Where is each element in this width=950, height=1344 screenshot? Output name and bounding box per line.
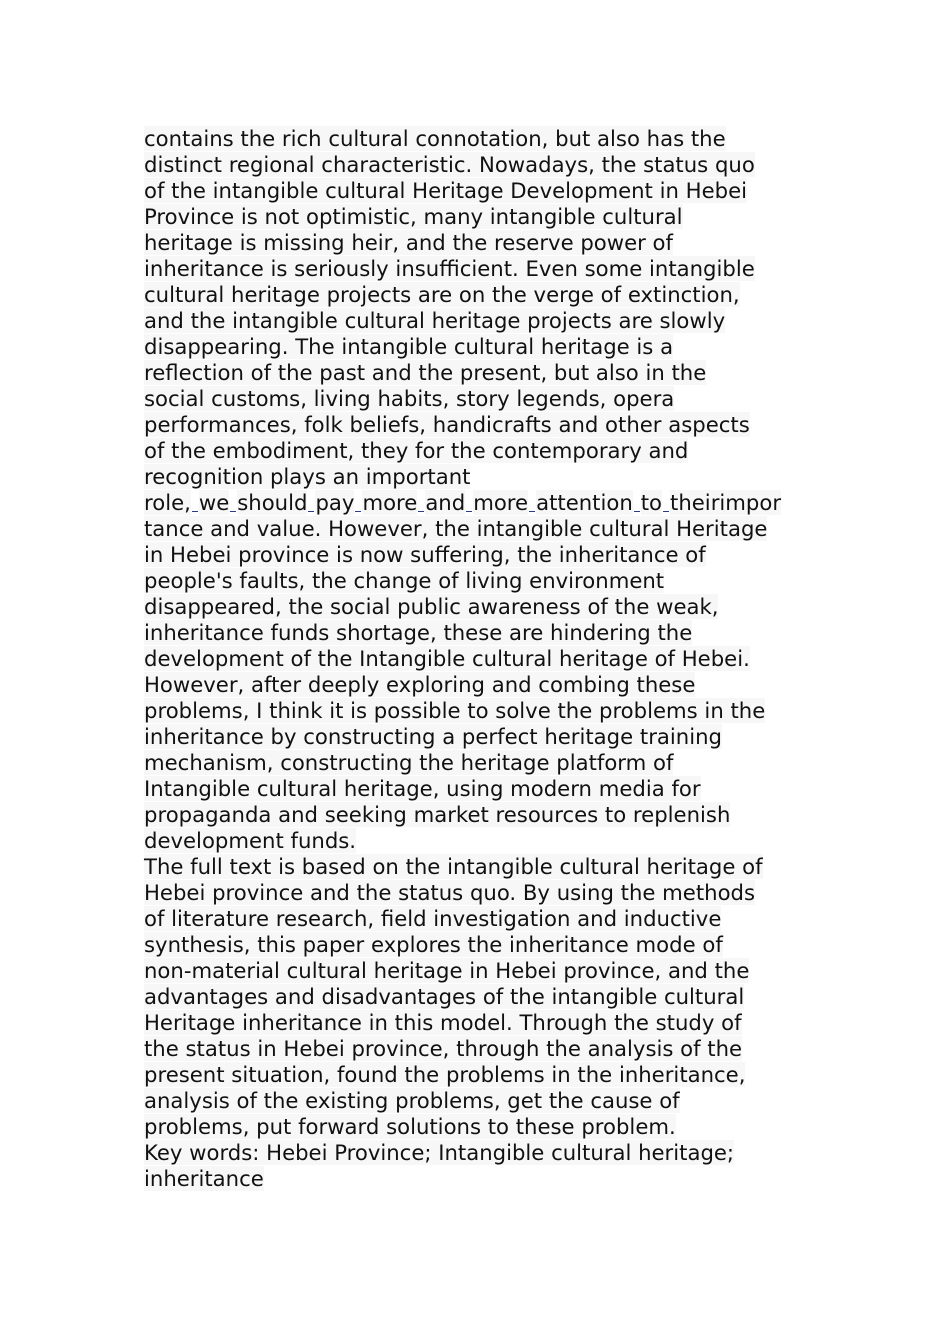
text-line xyxy=(144,282,809,308)
line-text: Heritage inheritance in this model. Through the study of xyxy=(144,1010,742,1035)
text-line xyxy=(144,178,809,204)
text-line xyxy=(144,672,809,698)
line-text: of literature research, field investigation and inductive xyxy=(144,906,722,931)
line-text: the status in Hebei province, through the analysis of the xyxy=(144,1036,743,1061)
text-line xyxy=(144,412,809,438)
text-line xyxy=(144,542,809,568)
underlined-space xyxy=(191,490,199,516)
line-text: performances, folk beliefs, handicrafts and other aspects xyxy=(144,412,750,437)
text-line xyxy=(144,594,809,620)
line-text: The full text is based on the intangible cultural heritage of xyxy=(144,854,763,879)
line-text: Province is not optimistic, many intangible cultural xyxy=(144,204,683,229)
underlined-space xyxy=(633,490,641,516)
line-word: role, xyxy=(144,490,191,515)
line-text: of the intangible cultural Heritage Development in Hebei xyxy=(144,178,747,203)
line-text: inheritance funds shortage, these are hindering the xyxy=(144,620,693,645)
line-text: development funds. xyxy=(144,828,357,853)
line-word: more xyxy=(362,490,418,515)
text-line xyxy=(144,880,809,906)
line-text: tance and value. However, the intangible cultural Heritage xyxy=(144,516,768,541)
text-line xyxy=(144,152,809,178)
text-line-underlined-spaces xyxy=(144,490,809,516)
line-text: mechanism, constructing the heritage platform of xyxy=(144,750,674,775)
text-line xyxy=(144,906,809,932)
text-line xyxy=(144,308,809,334)
line-word: to xyxy=(640,490,663,515)
text-line xyxy=(144,438,809,464)
text-line xyxy=(144,256,809,282)
line-word: theirimpor xyxy=(670,490,782,515)
line-word: and xyxy=(425,490,466,515)
line-text: distinct regional characteristic. Nowadays, the status quo xyxy=(144,152,755,177)
underlined-space xyxy=(229,490,237,516)
line-text: inheritance is seriously insufficient. Even some intangible xyxy=(144,256,755,281)
text-line xyxy=(144,1062,809,1088)
text-line xyxy=(144,360,809,386)
line-text: However, after deeply exploring and combing these xyxy=(144,672,696,697)
line-word: should xyxy=(237,490,308,515)
line-text: Intangible cultural heritage, using modern media for xyxy=(144,776,701,801)
text-line xyxy=(144,1114,809,1140)
underlined-space xyxy=(417,490,425,516)
text-line xyxy=(144,984,809,1010)
line-text: present situation, found the problems in the inheritance, xyxy=(144,1062,746,1087)
line-word: pay xyxy=(315,490,355,515)
text-line xyxy=(144,776,809,802)
text-line xyxy=(144,854,809,880)
text-line xyxy=(144,750,809,776)
line-text: disappearing. The intangible cultural heritage is a xyxy=(144,334,674,359)
text-line xyxy=(144,464,809,490)
line-text: inheritance xyxy=(144,1166,264,1191)
line-text: Hebei province and the status quo. By using the methods xyxy=(144,880,756,905)
line-text: in Hebei province is now suffering, the inheritance of xyxy=(144,542,706,567)
line-text: cultural heritage projects are on the verge of extinction, xyxy=(144,282,740,307)
line-text: reflection of the past and the present, but also in the xyxy=(144,360,707,385)
text-line xyxy=(144,568,809,594)
text-line xyxy=(144,204,809,230)
text-line xyxy=(144,958,809,984)
line-text: propaganda and seeking market resources to replenish xyxy=(144,802,731,827)
line-word: more xyxy=(473,490,529,515)
underlined-space xyxy=(465,490,473,516)
line-text: disappeared, the social public awareness of the weak, xyxy=(144,594,719,619)
line-text: non-material cultural heritage in Hebei province, and the xyxy=(144,958,750,983)
line-text: people's faults, the change of living environment xyxy=(144,568,665,593)
text-line xyxy=(144,334,809,360)
text-line xyxy=(144,1088,809,1114)
document-body xyxy=(144,126,809,1192)
text-line xyxy=(144,698,809,724)
line-text: analysis of the existing problems, get the cause of xyxy=(144,1088,680,1113)
underlined-space xyxy=(528,490,536,516)
text-line xyxy=(144,1036,809,1062)
line-text: synthesis, this paper explores the inheritance mode of xyxy=(144,932,723,957)
underlined-space xyxy=(307,490,315,516)
keywords-line xyxy=(144,1166,809,1192)
line-text: of the embodiment, they for the contemporary and xyxy=(144,438,689,463)
line-text: problems, put forward solutions to these problem. xyxy=(144,1114,676,1139)
text-line xyxy=(144,646,809,672)
line-text: Key words: Hebei Province; Intangible cultural heritage; xyxy=(144,1140,735,1165)
line-text: inheritance by constructing a perfect heritage training xyxy=(144,724,722,749)
line-word: attention xyxy=(536,490,633,515)
keywords-line xyxy=(144,1140,809,1166)
line-text: heritage is missing heir, and the reserve power of xyxy=(144,230,673,255)
text-line xyxy=(144,230,809,256)
underlined-space xyxy=(354,490,362,516)
line-text: social customs, living habits, story legends, opera xyxy=(144,386,675,411)
text-line xyxy=(144,126,809,152)
line-text: advantages and disadvantages of the intangible cultural xyxy=(144,984,745,1009)
underlined-space xyxy=(662,490,670,516)
line-text: development of the Intangible cultural heritage of Hebei. xyxy=(144,646,750,671)
text-line xyxy=(144,620,809,646)
text-line xyxy=(144,1010,809,1036)
text-line xyxy=(144,932,809,958)
text-line xyxy=(144,724,809,750)
text-line xyxy=(144,516,809,542)
text-line xyxy=(144,386,809,412)
text-line xyxy=(144,828,809,854)
line-text: recognition plays an important xyxy=(144,464,471,489)
text-line xyxy=(144,802,809,828)
line-word: we xyxy=(198,490,230,515)
line-text: and the intangible cultural heritage projects are slowly xyxy=(144,308,726,333)
line-text: problems, I think it is possible to solve the problems in the xyxy=(144,698,766,723)
line-text: contains the rich cultural connotation, but also has the xyxy=(144,126,726,151)
